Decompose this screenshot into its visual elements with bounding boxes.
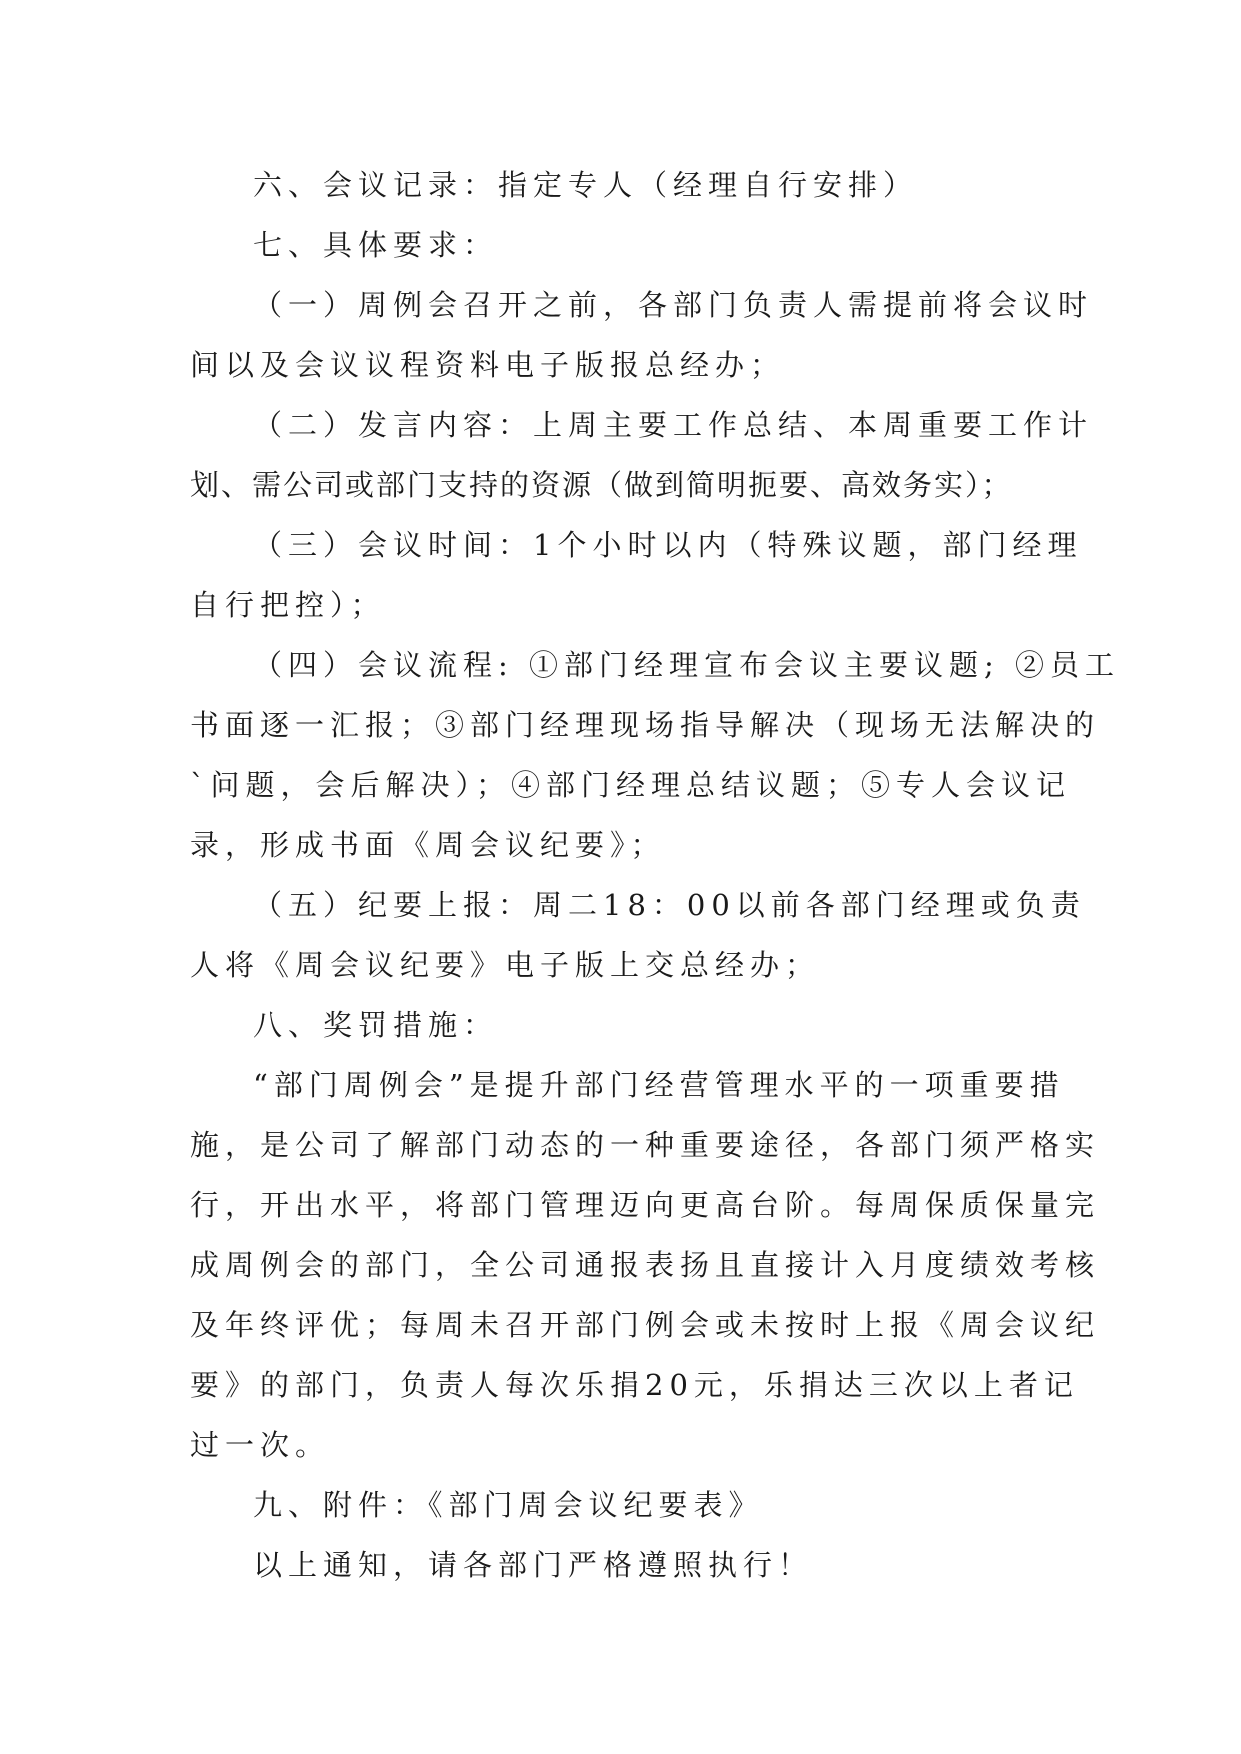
item-5-line-1: （五）纪要上报：周二18：00以前各部门经理或负责 [253, 888, 1086, 922]
item-4-line-3: `问题，会后解决）；④部门经理总结议题；⑤专人会议记 [190, 768, 1072, 802]
section-8-paragraph-line-4: 成周例会的部门，全公司通报表扬且直接计入月度绩效考核 [190, 1248, 1101, 1282]
item-2-line-1: （二）发言内容：上周主要工作总结、本周重要工作计 [253, 408, 1094, 442]
item-4-line-2: 书面逐一汇报；③部门经理现场指导解决（现场无法解决的 [190, 708, 1101, 742]
section-8-paragraph-line-3: 行，开出水平，将部门管理迈向更高台阶。每周保质保量完 [190, 1188, 1101, 1222]
section-8-paragraph-line-1: “部门周例会”是提升部门经营管理水平的一项重要措 [253, 1068, 1065, 1102]
item-3-line-1: （三）会议时间：1个小时以内（特殊议题，部门经理 [253, 528, 1083, 562]
item-1-line-1: （一）周例会召开之前，各部门负责人需提前将会议时 [253, 288, 1094, 322]
section-7-heading: 七、具体要求： [253, 228, 499, 262]
item-4-line-4: 录，形成书面《周会议纪要》； [190, 828, 666, 862]
item-5-line-2: 人将《周会议纪要》电子版上交总经办； [190, 948, 821, 982]
section-8-paragraph-line-2: 施，是公司了解部门动态的一种重要途径，各部门须严格实 [190, 1128, 1101, 1162]
closing-notice: 以上通知，请各部门严格遵照执行！ [253, 1548, 814, 1582]
section-8-paragraph-line-7: 过一次。 [190, 1428, 331, 1462]
item-1-line-2: 间以及会议议程资料电子版报总经办； [190, 348, 786, 382]
item-3-line-2: 自行把控）； [190, 588, 386, 622]
section-8-paragraph-line-6: 要》的部门，负责人每次乐捐20元，乐捐达三次以上者记 [190, 1368, 1079, 1402]
section-8-paragraph-line-5: 及年终评优；每周未召开部门例会或未按时上报《周会议纪 [190, 1308, 1101, 1342]
item-4-line-1: （四）会议流程: ①部门经理宣布会议主要议题; ②员工 [253, 648, 1120, 682]
item-2-line-2: 划、需公司或部门支持的资源（做到简明扼要、高效务实）； [190, 468, 1013, 502]
section-8-heading: 八、奖罚措施： [253, 1008, 499, 1042]
section-9-attachment: 九、附件：《部门周会议纪要表》 [253, 1488, 764, 1522]
section-6-meeting-record: 六、会议记录：指定专人（经理自行安排） [253, 168, 919, 202]
